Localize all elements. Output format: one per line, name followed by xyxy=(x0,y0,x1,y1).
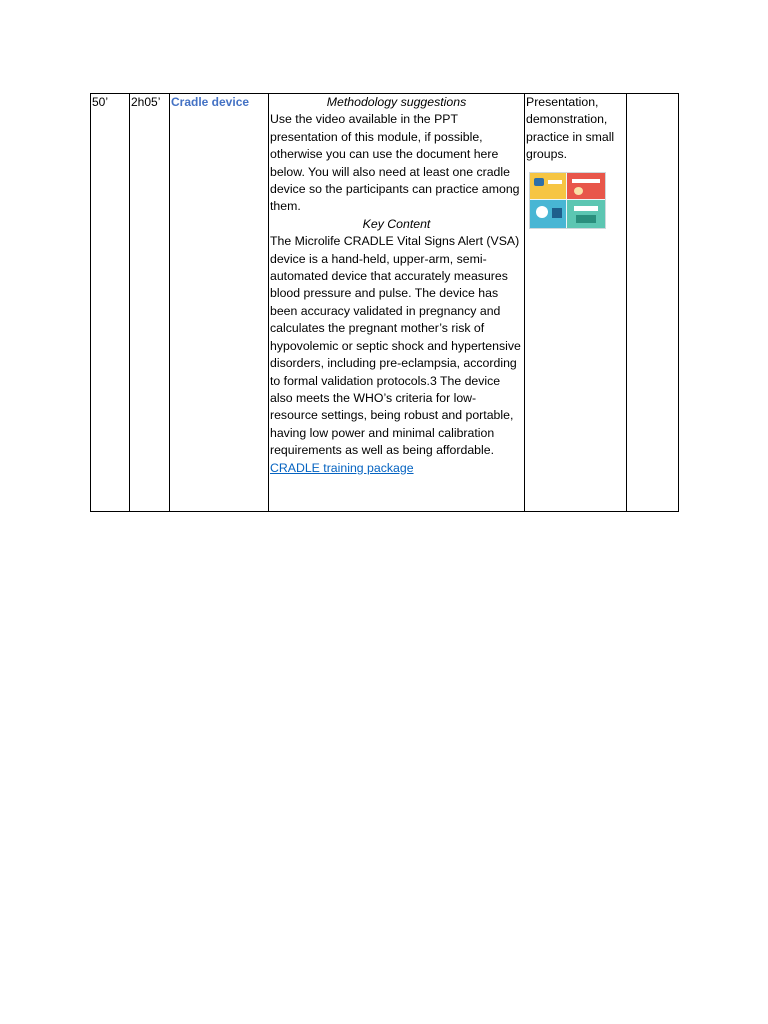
methods-text: Presentation, demonstration, practice in small groups. xyxy=(526,95,615,162)
topic-cell xyxy=(170,94,269,512)
key-content-text: The Microlife CRADLE Vital Signs Alert (VSA) device is a hand-held, upper-arm, semi-automated device that accurately measures blood pressure and pulse. The device has been accuracy validated in pregnancy and calculates the pregnant mother’s risk of hypovolemic or septic shock and hypertensive disorders, including pre-eclampsia, according to formal validation protocols.3 The device also meets the WHO’s criteria for low-resource settings, being robust and portable, having low power and minimal calibration requirements as well as being affordable. xyxy=(270,234,521,458)
table-row xyxy=(91,94,679,512)
topic-label: Cradle device xyxy=(171,95,250,109)
notes-cell xyxy=(627,94,679,512)
methodology-heading: Methodology suggestions xyxy=(326,95,467,109)
duration-value: 50’ xyxy=(92,95,109,109)
methodology-text: Use the video available in the PPT presentation of this module, if possible, otherwise you can use the document here below. You will also need at least one cradle device so the participants can practice among them. xyxy=(270,112,520,214)
methods-cell xyxy=(525,94,627,512)
infographic-thumbnail-image xyxy=(529,172,606,229)
cumulative-time-value: 2h05’ xyxy=(131,95,161,109)
duration-cell xyxy=(91,94,130,512)
key-content-heading: Key Content xyxy=(362,216,431,231)
cumulative-time-cell xyxy=(130,94,170,512)
content-cell xyxy=(269,94,525,512)
session-table xyxy=(90,93,679,512)
cradle-training-package-link[interactable]: CRADLE training package xyxy=(270,460,414,475)
